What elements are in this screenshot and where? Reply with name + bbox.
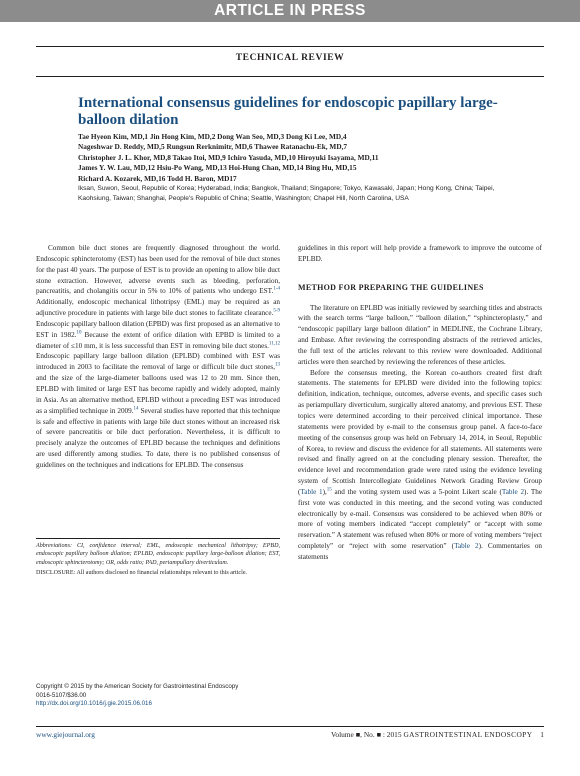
- citation-ref[interactable]: 14: [133, 406, 139, 412]
- author-line: James Y. W. Lau, MD,12 Hsiu-Po Wang, MD,13 Hoi-Hung Chan, MD,14 Bing Hu, MD,15: [78, 163, 357, 173]
- disclosure-note: DISCLOSURE: All authors disclosed no financial relationships relevant to this article.: [36, 570, 248, 577]
- methods-paragraph: Before the consensus meeting, the Korean co-authors created first draft statements. The statements for EPLBD were divided into the following topics: definition, indication, technique, outcomes, adverse events, and specific cases such as periampullary diverticulum, surgically altered anatomy, and previous EST. These topics were determined according to their perceived clinical importance. These statements were provided by e-mail to the consensus group panel. A face-to-face meeting of the consensus group was held on February 14, 2014, in Seoul, Republic of Korea, to review and discuss the evidence for all statements. All statements were revised and finally agreed on at the concluding plenary session. Thereafter, the evidence level and recommendation grade were rated using the evidence leveling system of Scottish Intercollegiate Guidelines Network Grading Review Group (Table 1),$^{15}$ and the voting system used was a 5-point Likert scale (Table 2). The first vote was conducted in this meeting, and the second voting was conducted electronically by e-mail. Consensus was considered to be achieved when 80% or more of voting members indicated “accept completely” or “accept with some reservation.” A statement was refused when 80% or more of voting members “reject completely” or “reject with some reservation” (Table 2). Commentaries on statements: [298, 368, 543, 561]
- doi-link[interactable]: http://dx.doi.org/10.1016/j.gie.2015.06.016: [36, 700, 152, 708]
- copyright-block: [36, 683, 286, 709]
- journal-website-link[interactable]: www.giejournal.org: [36, 730, 95, 739]
- issn-line: 0016-5107/$36.00: [36, 691, 87, 699]
- article-title: International consensus guidelines for endoscopic papillary large-balloon dilation: [78, 95, 498, 128]
- footnotes: [36, 542, 280, 580]
- section-label: TECHNICAL REVIEW: [235, 53, 345, 63]
- journal-name: GASTROINTESTINAL ENDOSCOPY: [403, 730, 533, 739]
- intro-paragraph: Common bile duct stones are frequently diagnosed throughout the world. Endoscopic sphincterotomy (EST) has been used for the removal of bile duct stones for the past 40 years. The purpose of EST is to provide an opening to allow bile duct stone extraction. However, adverse events such as bleeding, perforation, pancreatitis, and cholangitis occur in 5% to 10% of patients who undergo EST.$^{1-4}$ Additionally, endoscopic mechanical lithotripsy (EML) may be required as an adjunctive procedure in patients with large bile duct stones to facilitate clearance.$^{5-9}$ Endoscopic papillary balloon dilation (EPBD) was first proposed as an alternative to EST in 1982.10 Because the extent of orifice dilation with EPBD is limited to a diameter of ≤10 mm, it is less successful than EST in removing bile duct stones.$^{11,12}$ Endoscopic papillary large balloon dilation (EPLBD) combined with EST was introduced in 2003 to facilitate the removal of large or difficult bile duct stones,$^{13}$ and the size of the large-diameter balloons used was 12 to 20 mm. Since then, EPLBD with limited or large EST has become rapidly and widely adopted, mainly in Asia. As an alternative method, EPLBD without a preceding EST was introduced as a simplified technique in 2009.14 Several studies have reported that this technique is safe and effective in patients with large bile duct stones without an increased risk of severe pancreatitis or bile duct perforation. Nevertheless, it is difficult to precisely analyze the outcomes of EPLBD because the techniques and definitions are used differently among studies. To date, there is no published consensus of guidelines on the techniques and indications for EPLBD. The consensus: [36, 244, 280, 469]
- copyright-line: Copyright © 2015 by the American Society for Gastrointestinal Endoscopy: [36, 683, 239, 690]
- footnote-rule: [36, 538, 280, 539]
- citation-ref[interactable]: 13: [275, 362, 280, 368]
- footer-rule: [36, 726, 544, 727]
- citation-ref[interactable]: 1-4: [273, 286, 280, 292]
- volume-info: Volume ■, No. ■ : 2015: [330, 730, 402, 739]
- page-number: 1: [540, 730, 544, 739]
- citation-ref[interactable]: 10: [76, 330, 82, 336]
- section-heading: METHOD FOR PREPARING THE GUIDELINES: [298, 282, 484, 292]
- table-2-link[interactable]: Table 2: [501, 487, 525, 496]
- citation-ref[interactable]: 5-9: [273, 308, 280, 314]
- author-line: Nageshwar D. Reddy, MD,5 Rungsun Rerknimitr, MD,6 Thawee Ratanachu-Ek, MD,7: [78, 142, 348, 152]
- methods-paragraph: The literature on EPLBD was initially reviewed by searching titles and abstracts with the search terms “large balloon,” “balloon dilation,” “sphincteroplasty,” and “endoscopic papillary large balloon dilation” in MEDLINE, the Cochrane Library, and Embase. After reviewing the corresponding abstracts of the retrieved articles, the full text of the articles relevant to this review were downloaded. Additional articles were then searched by reviewing the references of these articles.: [298, 303, 542, 366]
- left-column: [36, 243, 280, 471]
- page-footer: [331, 730, 544, 739]
- author-line: Tae Hyeon Kim, MD,1 Jin Hong Kim, MD,2 Dong Wan Seo, MD,3 Dong Ki Lee, MD,4: [78, 132, 347, 141]
- table-2-link[interactable]: Table 2: [454, 542, 479, 551]
- header-rule-thin: [36, 76, 544, 77]
- citation-ref[interactable]: 11,12: [268, 341, 280, 347]
- citation-ref[interactable]: 15: [326, 487, 332, 493]
- article-in-press-banner: ARTICLE IN PRESS: [0, 0, 580, 22]
- table-1-link[interactable]: Table 1: [300, 487, 323, 496]
- author-list: [78, 132, 508, 184]
- author-line: Richard A. Kozarek, MD,16 Todd H. Baron, MD17: [78, 173, 237, 183]
- affiliations: Iksan, Suwon, Seoul, Republic of Korea; Hyderabad, India; Bangkok, Thailand; Singapore; Tokyo, Kawasaki, Japan; Hong Kong, China; Taipei, Kaohsiung, Taiwan; Shanghai, People's Republic of China; Seattle, Washington; Chapel Hill, North Carolina, USA: [78, 185, 495, 202]
- author-line: Christopher J. L. Khor, MD,8 Takao Itoi, MD,9 Ichiro Yasuda, MD,10 Hiroyuki Isayama, MD,11: [78, 152, 379, 162]
- abbreviations-note: Abbreviations: CI, confidence interval; EML, endoscopic mechanical lithotripsy; EPBD, endoscopic papillary balloon dilation; EPLBD, endoscopic papillary large-balloon dilation; EST, endoscopic sphincterotomy; OR, odds ratio; PAD, periampullary diverticulum.: [36, 543, 280, 566]
- right-column: [298, 243, 542, 563]
- intro-paragraph-continued: guidelines in this report will help provide a framework to improve the outcome of EPLBD.: [298, 244, 542, 263]
- header-rule: [36, 46, 544, 47]
